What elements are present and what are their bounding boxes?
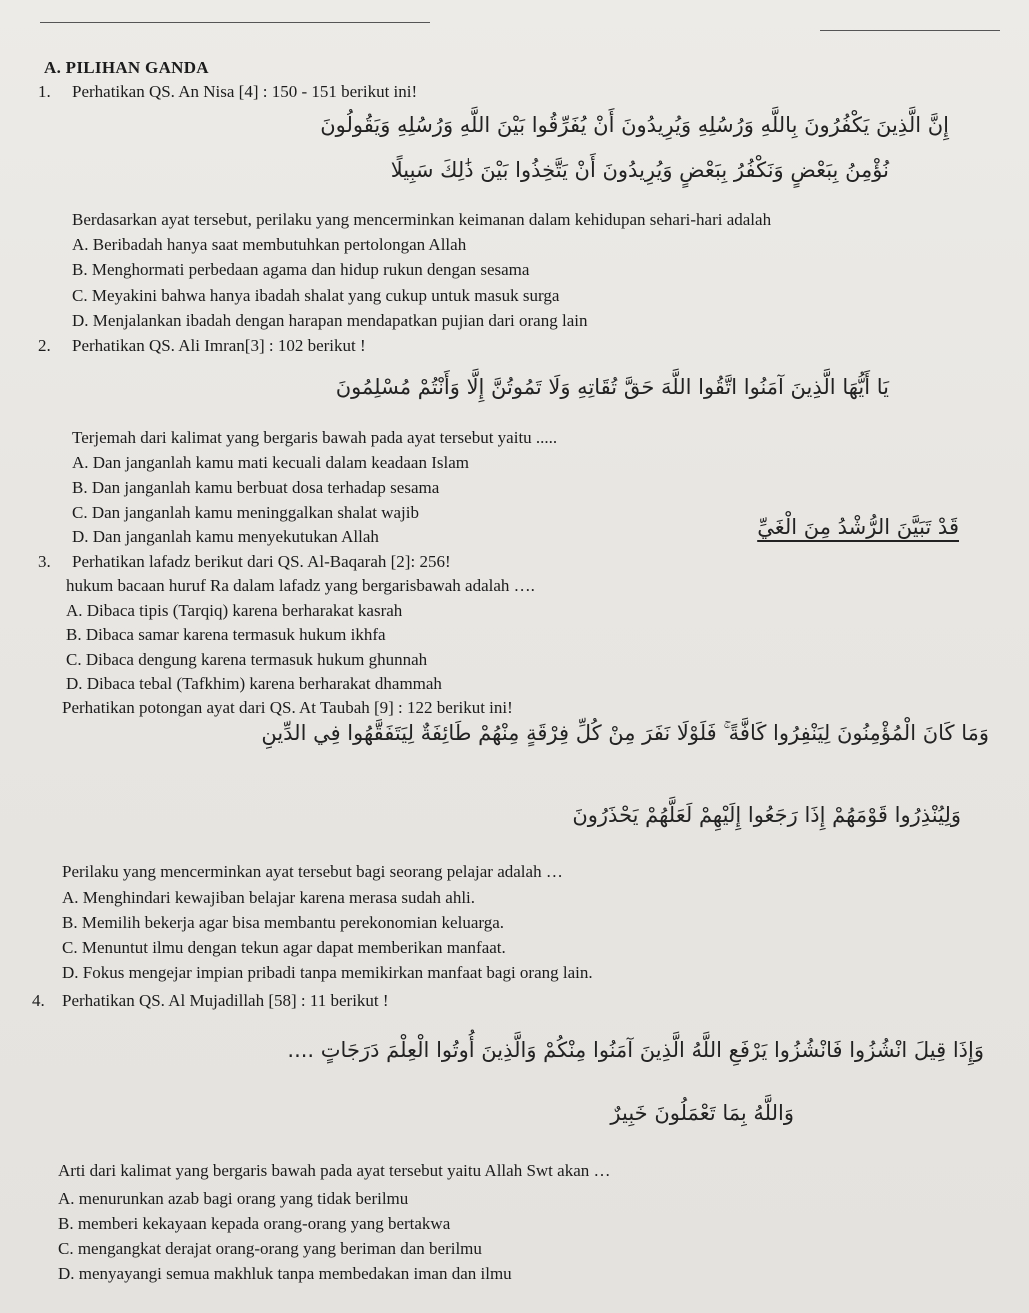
answer-option: C. Meyakini bahwa hanya ibadah shalat yang cukup untuk masuk surga — [72, 286, 560, 305]
question-number: 3. — [38, 552, 51, 571]
answer-option: D. Menjalankan ibadah dengan harapan mendapatkan pujian dari orang lain — [72, 311, 588, 330]
question-prompt: Perhatikan QS. Ali Imran[3] : 102 berikut ! — [72, 336, 366, 355]
answer-option: C. Dibaca dengung karena termasuk hukum ghunnah — [66, 650, 428, 669]
question-prompt: Perhatikan QS. An Nisa [4] : 150 - 151 berikut ini! — [72, 82, 418, 101]
arabic-verse: وَمَا كَانَ الْمُؤْمِنُونَ لِيَنْفِرُوا كَافَّةً ۚ فَلَوْلَا نَفَرَ مِنْ كُلِّ فِرْقَةٍ مِنْهُمْ طَائِفَةٌ لِيَتَفَقَّهُوا فِي الدِّينِ — [261, 721, 989, 745]
answer-option: D. Dan janganlah kamu menyekutukan Allah — [72, 527, 379, 546]
answer-option: A. Dibaca tipis (Tarqiq) karena berharakat kasrah — [66, 601, 403, 620]
answer-option: D. Fokus mengejar impian pribadi tanpa memikirkan manfaat bagi orang lain. — [62, 963, 593, 982]
arabic-verse: وَإِذَا قِيلَ انْشُزُوا فَانْشُزُوا يَرْفَعِ اللَّهُ الَّذِينَ آمَنُوا مِنْكُمْ وَالَّذِينَ أُوتُوا الْعِلْمَ دَرَجَاتٍ .... — [287, 1038, 984, 1062]
question-prompt: Perhatikan potongan ayat dari QS. At Taubah [9] : 122 berikut ini! — [62, 698, 513, 717]
answer-option: B. Menghormati perbedaan agama dan hidup rukun dengan sesama — [72, 260, 530, 279]
question-text: Perilaku yang mencerminkan ayat tersebut bagi seorang pelajar adalah … — [62, 862, 563, 881]
arabic-verse: يَا أَيُّهَا الَّذِينَ آمَنُوا اتَّقُوا اللَّهَ حَقَّ تُقَاتِهِ وَلَا تَمُوتُنَّ إِلَّا وَأَنْتُمْ مُسْلِمُونَ — [335, 375, 889, 399]
answer-option: B. Memilih bekerja agar bisa membantu perekonomian keluarga. — [62, 913, 505, 932]
arabic-verse: وَلِيُنْذِرُوا قَوْمَهُمْ إِذَا رَجَعُوا إِلَيْهِمْ لَعَلَّهُمْ يَحْذَرُونَ — [572, 803, 961, 827]
answer-option: D. Dibaca tebal (Tafkhim) karena berharakat dhammah — [66, 674, 442, 693]
question-number: 1. — [38, 82, 51, 101]
answer-option: B. Dan janganlah kamu berbuat dosa terhadap sesama — [72, 478, 440, 497]
question-prompt: Perhatikan QS. Al Mujadillah [58] : 11 berikut ! — [62, 991, 389, 1010]
arabic-verse: وَاللَّهُ بِمَا تَعْمَلُونَ خَبِيرٌ — [610, 1101, 794, 1125]
header-rule — [820, 30, 1000, 31]
answer-option: D. menyayangi semua makhluk tanpa membedakan iman dan ilmu — [58, 1264, 512, 1283]
question-text: hukum bacaan huruf Ra dalam lafadz yang bergarisbawah adalah …. — [66, 576, 535, 595]
answer-option: C. Menuntut ilmu dengan tekun agar dapat memberikan manfaat. — [62, 938, 506, 957]
question-number: 4. — [32, 991, 45, 1010]
answer-option: C. mengangkat derajat orang-orang yang beriman dan berilmu — [58, 1239, 482, 1258]
answer-option: A. Dan janganlah kamu mati kecuali dalam keadaan Islam — [72, 453, 469, 472]
arabic-verse: قَدْ تَبَيَّنَ الرُّشْدُ مِنَ الْغَيِّ — [757, 515, 959, 539]
answer-option: A. menurunkan azab bagi orang yang tidak berilmu — [58, 1189, 409, 1208]
answer-option: C. Dan janganlah kamu meninggalkan shalat wajib — [72, 503, 419, 522]
answer-option: B. Dibaca samar karena termasuk hukum ikhfa — [66, 625, 386, 644]
section-title: A. PILIHAN GANDA — [44, 58, 209, 77]
question-text: Berdasarkan ayat tersebut, perilaku yang mencerminkan keimanan dalam kehidupan sehari-hari adalah — [72, 210, 772, 229]
arabic-verse: إِنَّ الَّذِينَ يَكْفُرُونَ بِاللَّهِ وَرُسُلِهِ وَيُرِيدُونَ أَنْ يُفَرِّقُوا بَيْنَ اللَّهِ وَرُسُلِهِ وَيَقُولُونَ — [320, 113, 949, 137]
question-prompt: Perhatikan lafadz berikut dari QS. Al-Baqarah [2]: 256! — [72, 552, 451, 571]
arabic-verse: نُؤْمِنُ بِبَعْضٍ وَنَكْفُرُ بِبَعْضٍ وَيُرِيدُونَ أَنْ يَتَّخِذُوا بَيْنَ ذَٰلِكَ سَبِيلًا — [390, 158, 889, 182]
question-number: 2. — [38, 336, 51, 355]
answer-option: B. memberi kekayaan kepada orang-orang yang bertakwa — [58, 1214, 451, 1233]
answer-option: A. Beribadah hanya saat membutuhkan pertolongan Allah — [72, 235, 467, 254]
question-text: Terjemah dari kalimat yang bergaris bawah pada ayat tersebut yaitu ..... — [72, 428, 558, 447]
header-rule — [40, 22, 430, 23]
question-text: Arti dari kalimat yang bergaris bawah pada ayat tersebut yaitu Allah Swt akan … — [58, 1161, 611, 1180]
answer-option: A. Menghindari kewajiban belajar karena merasa sudah ahli. — [62, 888, 476, 907]
